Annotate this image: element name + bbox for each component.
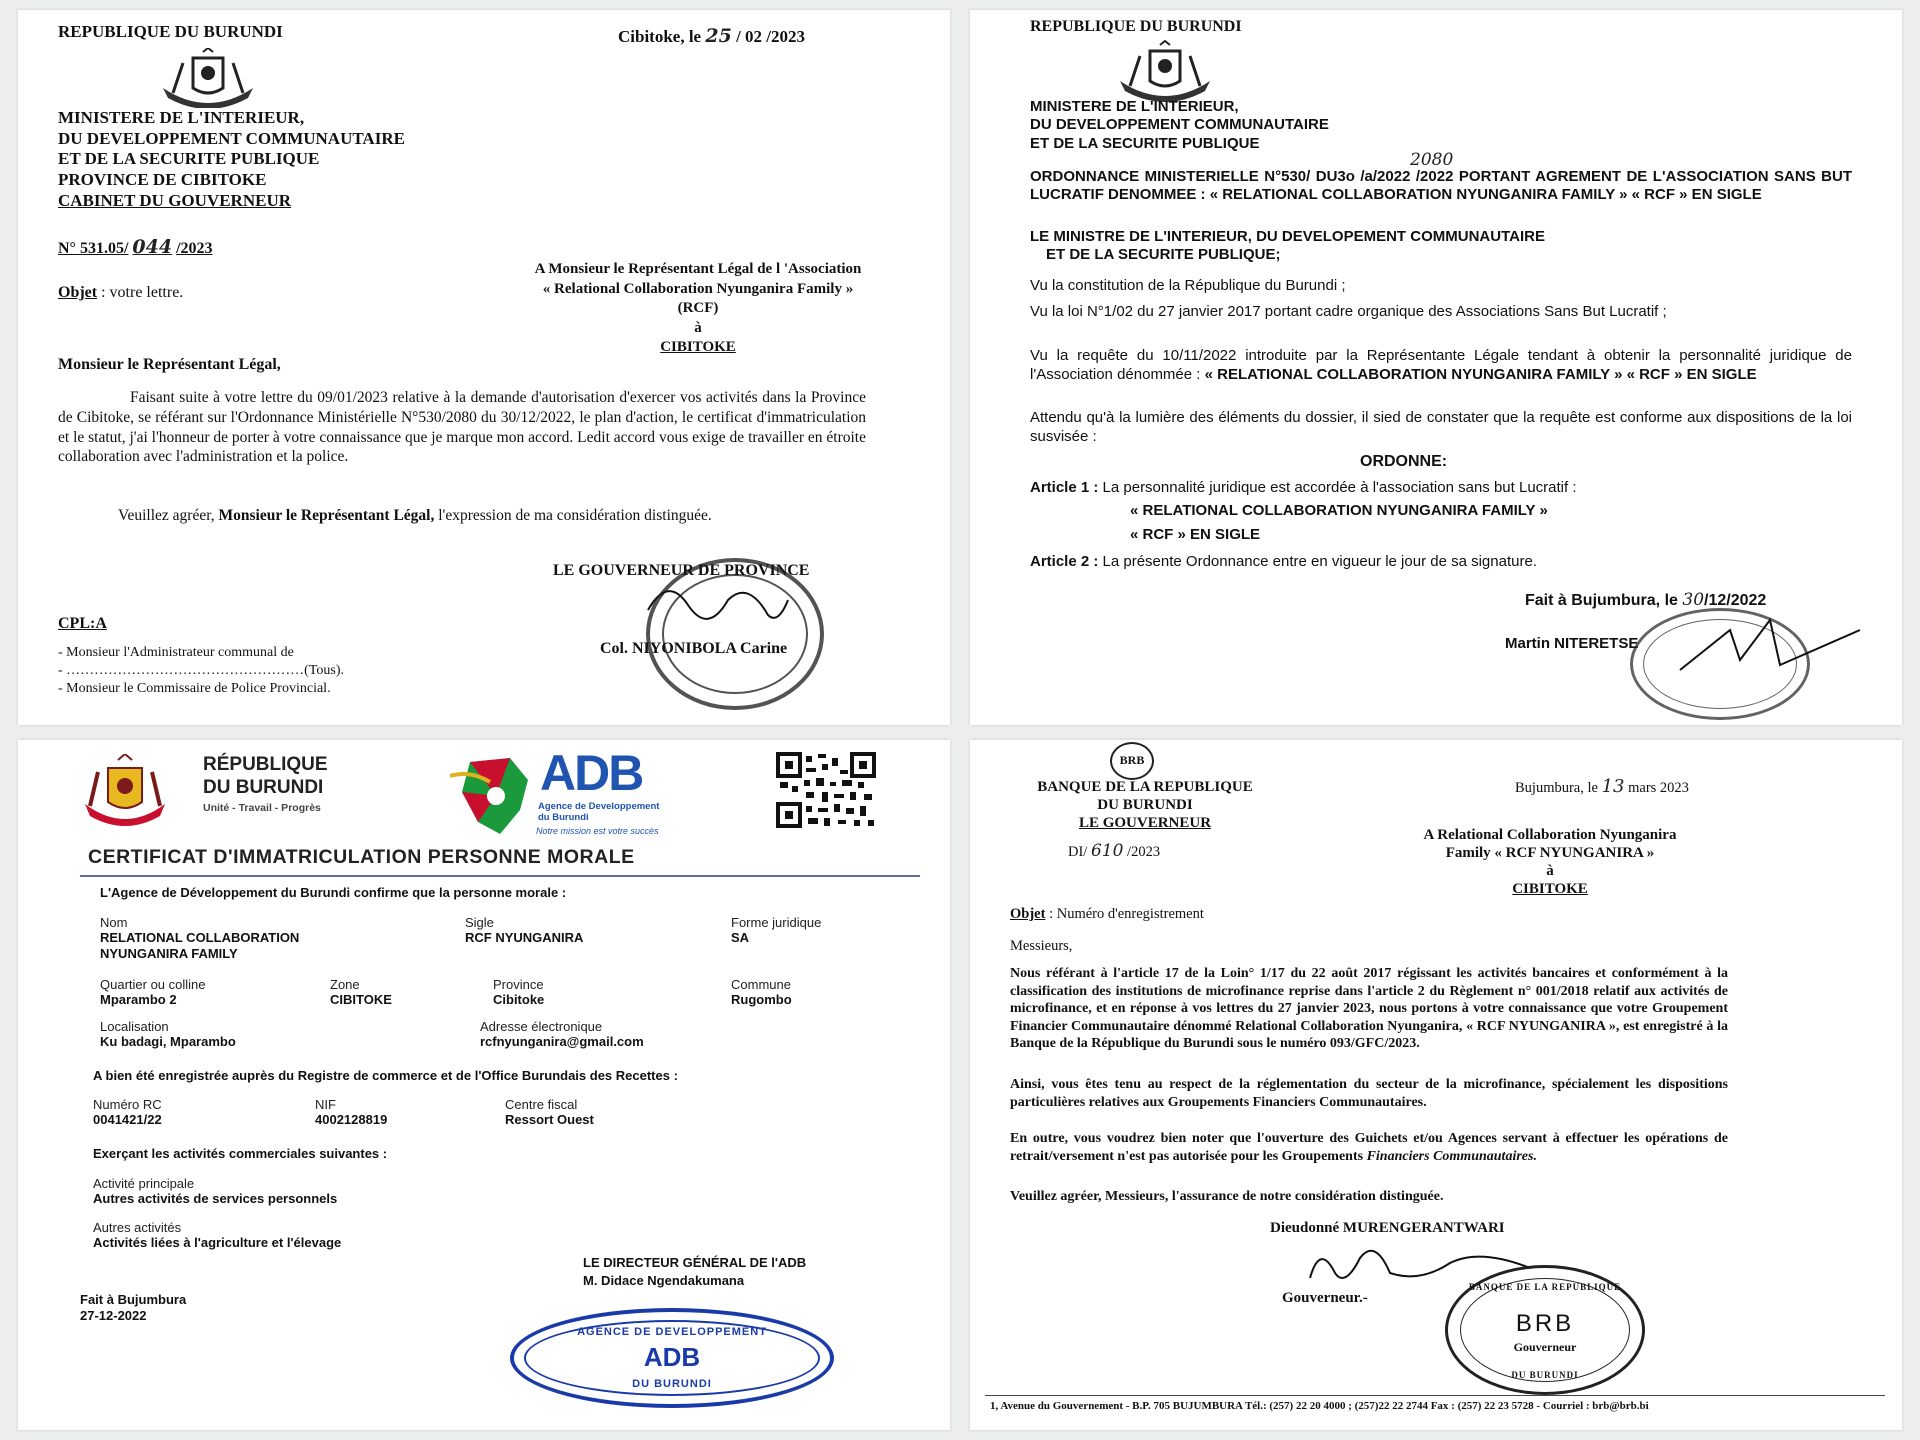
commune-value: Rugombo [731, 992, 792, 1007]
activites-text: Exerçant les activités commerciales suivantes : [93, 1146, 388, 1161]
reference-number: DI/ 610 /2023 [1068, 841, 1161, 861]
nif-label: NIF [315, 1097, 336, 1112]
ministry-block: MINISTERE DE L'INTERIEUR, DU DEVELOPPEMENT COMMUNAUTAIRE ET DE LA SECURITE PUBLIQUE PROVINCE DE CIBITOKE CABINET DU GOUVERNEUR [58, 108, 405, 210]
cpl-label: CPL:A [58, 615, 107, 632]
objet-line: Objet : Numéro d'enregistrement [1010, 906, 1204, 922]
autres-value: Activités liées à l'agriculture et l'élevage [93, 1235, 342, 1250]
ordonne-heading: ORDONNE: [1360, 453, 1448, 470]
addressee-block: A Monsieur le Représentant Légal de l 'Association « Relational Collaboration Nyunganira Family » (RCF) à CIBITOKE [534, 261, 862, 355]
title-underline [80, 875, 920, 877]
addressee-block: A Relational Collaboration Nyunganira Family « RCF NYUNGANIRA » à CIBITOKE [1423, 827, 1677, 897]
letter-date: Cibitoke, le 25 / 02 /2023 [618, 25, 806, 47]
letter-date: Bujumbura, le 13 mars 2023 [1515, 776, 1689, 797]
forme-value: SA [731, 930, 750, 945]
vu-loi: Vu la loi N°1/02 du 27 janvier 2017 portant cadre organique des Associations Sans But Lucratif ; [1030, 303, 1667, 320]
letter-p4: Veuillez agréer, Messieurs, l'assurance de notre considération distinguée. [1010, 1189, 1444, 1204]
handwritten-number: 2080 [1410, 150, 1454, 170]
directeur-title: LE DIRECTEUR GÉNÉRAL DE l'ADB [583, 1255, 807, 1270]
brb-logo-icon: BRB [1110, 742, 1154, 780]
rc-label: Numéro RC [93, 1097, 162, 1112]
adb-slogan: Notre mission est votre succès [536, 826, 659, 836]
autres-label: Autres activités [93, 1220, 182, 1235]
country-heading: REPUBLIQUE DU BURUNDI [58, 22, 283, 41]
centre-value: Ressort Ouest [505, 1112, 594, 1127]
letter-governor-panel [18, 10, 950, 725]
signer-name: Dieudonné MURENGERANTWARI [1270, 1220, 1505, 1236]
minister-signer: Martin NITERETSE [1505, 635, 1639, 652]
nom-value: RELATIONAL COLLABORATION NYUNGANIRA FAMILY [100, 930, 300, 961]
fait-date: 27-12-2022 [80, 1308, 147, 1323]
commune-label: Commune [731, 977, 791, 992]
article-1: Article 1 : La personnalité juridique est accordée à l'association sans but Lucratif : [1030, 479, 1577, 496]
letter-body: Faisant suite à votre lettre du 09/01/2023 relative à la demande d'autorisation d'exercer vos activités dans la Province de Cibitoke, se référant sur l'Ordonnance Ministérielle N°530/2080 du 30/12/2022, le plan d'action, le certificat d'immatriculation et le statut, j'ai l'honneur de porter à votre connaissance que je marque mon accord. Ledit accord vous exige de travailler en étroite collaboration avec l'administration et la police. [58, 389, 866, 466]
salutation: Messieurs, [1010, 938, 1073, 954]
burundi-map-logo-icon [450, 752, 542, 838]
bank-name: BANQUE DE LA REPUBLIQUE DU BURUNDI LE GOUVERNEUR [1037, 779, 1253, 831]
province-value: Cibitoke [493, 992, 545, 1007]
zone-value: CIBITOKE [330, 992, 392, 1007]
directeur-name: M. Didace Ngendakumana [583, 1273, 745, 1288]
qr-code-icon [776, 752, 876, 828]
fait-line: Fait à Bujumbura, le 30/12/2022 [1525, 590, 1767, 610]
forme-label: Forme juridique [731, 915, 822, 930]
vu-requete: Vu la requête du 10/11/2022 introduite par la Représentante Légale tendant à obtenir la personnalité juridique de l'Association dénommée : « RELATIONAL COLLABORATION NYUNGANIRA FAMILY » « RCF » EN SIGLE [1030, 347, 1852, 384]
email-label: Adresse électronique [480, 1019, 603, 1034]
sigle-label: Sigle [465, 915, 494, 930]
nif-value: 4002128819 [315, 1112, 388, 1127]
adb-agency-name: Agence de Developpement du Burundi [538, 801, 660, 823]
letter-p1: Nous référant à l'article 17 de la Loin° 1/17 du 22 août 2017 régissant les activités bancaires et conformément à la classification des institutions de microfinance reprise dans l'article 2 du Règlement n° 001/2018 relatif aux activités de microfinance, et en réponse à vos lettres du 27 janvier 2023, nous portons à votre connaissance que votre Groupement Financier Communautaire dénommé Relational Collaboration Nyunganira, « RCF NYUNGANIRA », est enregistré à la Banque de la République du Burundi sous le numéro 093/GFC/2023. [1010, 966, 1728, 1051]
minister-signature [1670, 610, 1870, 690]
email-value: rcfnyunganira@gmail.com [480, 1034, 644, 1049]
article-1-name: « RELATIONAL COLLABORATION NYUNGANIRA FAMILY » [1130, 502, 1548, 519]
article-1-sigle: « RCF » EN SIGLE [1130, 526, 1261, 543]
signer-name: Col. NIYONIBOLA Carine [600, 640, 788, 657]
brb-letter-panel [970, 740, 1902, 1430]
ordonnance-title: ORDONNANCE MINISTERIELLE N°530/ DU3o /a/2022 /2022 PORTANT AGREMENT DE L'ASSOCIATION SANS BUT LUCRATIF DENOMMEE : « RELATIONAL COLLABORATION NYUNGANIRA FAMILY » « RCF » EN SIGLE [1030, 168, 1852, 204]
salutation: Monsieur le Représentant Légal, [58, 356, 281, 373]
country-heading: REPUBLIQUE DU BURUNDI [1030, 18, 1242, 35]
principale-label: Activité principale [93, 1176, 195, 1191]
certificate-intro: L'Agence de Développement du Burundi confirme que la personne morale : [100, 885, 567, 900]
principale-value: Autres activités de services personnels [93, 1191, 338, 1206]
adb-logo-text: ADB [540, 745, 643, 801]
rc-value: 0041421/22 [93, 1112, 162, 1127]
country-motto: Unité - Travail - Progrès [203, 802, 321, 814]
minister-line: LE MINISTRE DE L'INTERIEUR, DU DEVELOPEMENT COMMUNAUTAIRE ET DE LA SECURITE PUBLIQUE; [1030, 228, 1545, 264]
centre-label: Centre fiscal [505, 1097, 578, 1112]
certificate-title: CERTIFICAT D'IMMATRICULATION PERSONNE MORALE [88, 846, 635, 868]
localisation-value: Ku badagi, Mparambo [100, 1034, 236, 1049]
certificate-panel [18, 740, 950, 1430]
ministry-block: MINISTERE DE L'INTERIEUR, DU DEVELOPPEMENT COMMUNAUTAIRE ET DE LA SECURITE PUBLIQUE [1030, 98, 1329, 152]
quartier-value: Mparambo 2 [100, 992, 177, 1007]
governor-signature [638, 570, 798, 640]
sigle-value: RCF NYUNGANIRA [465, 930, 584, 945]
nom-label: Nom [100, 915, 128, 930]
letter-p3: En outre, vous voudrez bien noter que l'ouverture des Guichets et/ou Agences servant à effectuer les opérations de retrait/versement n'est pas autorisée pour les Groupements Financiers Communautaires. [1010, 1131, 1728, 1164]
province-label: Province [493, 977, 544, 992]
localisation-label: Localisation [100, 1019, 169, 1034]
coat-of-arms-icon [153, 48, 263, 108]
zone-label: Zone [330, 977, 360, 992]
signer-title: Gouverneur.- [1282, 1290, 1368, 1306]
coat-of-arms-icon [1110, 40, 1220, 102]
footer-divider [985, 1395, 1885, 1396]
quartier-label: Quartier ou colline [100, 977, 206, 992]
adb-stamp: AGENCE DE DEVELOPPEMENT ADB DU BURUNDI [510, 1308, 834, 1408]
country-name: RÉPUBLIQUE DU BURUNDI [203, 754, 328, 798]
letter-closing: Veuillez agréer, Monsieur le Représentant Légal, l'expression de ma considération distinguée. [118, 507, 712, 524]
brb-stamp: BANQUE DE LA REPUBLIQUE BRB Gouverneur DU BURUNDI [1445, 1265, 1645, 1395]
letter-p2: Ainsi, vous êtes tenu au respect de la réglementation du secteur de la microfinance, spécialement les dispositions particulières relatives aux Groupements Financiers Communautaires. [1010, 1077, 1728, 1110]
attendu: Attendu qu'à la lumière des éléments du dossier, il sied de constater que la requête est conforme aux dispositions de la loi susvisée : [1030, 409, 1852, 446]
ordonnance-panel [970, 10, 1902, 725]
objet-line: Objet : votre lettre. [58, 284, 184, 301]
registre-text: A bien été enregistrée auprès du Registre de commerce et de l'Office Burundais des Recettes : [93, 1068, 678, 1083]
reference-number: N° 531.05/ 044 /2023 [58, 236, 213, 258]
footer-address: 1, Avenue du Gouvernement - B.P. 705 BUJUMBURA Tél.: (257) 22 20 4000 ; (257)22 22 2744 Fax : (257) 22 23 5728 - Courriel : brb@brb.bi [990, 1400, 1649, 1412]
article-2: Article 2 : La présente Ordonnance entre en vigueur le jour de sa signature. [1030, 553, 1537, 570]
coat-of-arms-icon [80, 754, 170, 832]
cpl-list: - Monsieur l'Administrateur communal de - ……………………………………………(Tous). - Monsieur le Commissaire de Police Provincial. [58, 645, 345, 696]
signer-title: LE GOUVERNEUR DE PROVINCE [553, 562, 810, 579]
fait-label: Fait à Bujumbura [80, 1292, 187, 1307]
vu-constitution: Vu la constitution de la République du Burundi ; [1030, 277, 1346, 294]
